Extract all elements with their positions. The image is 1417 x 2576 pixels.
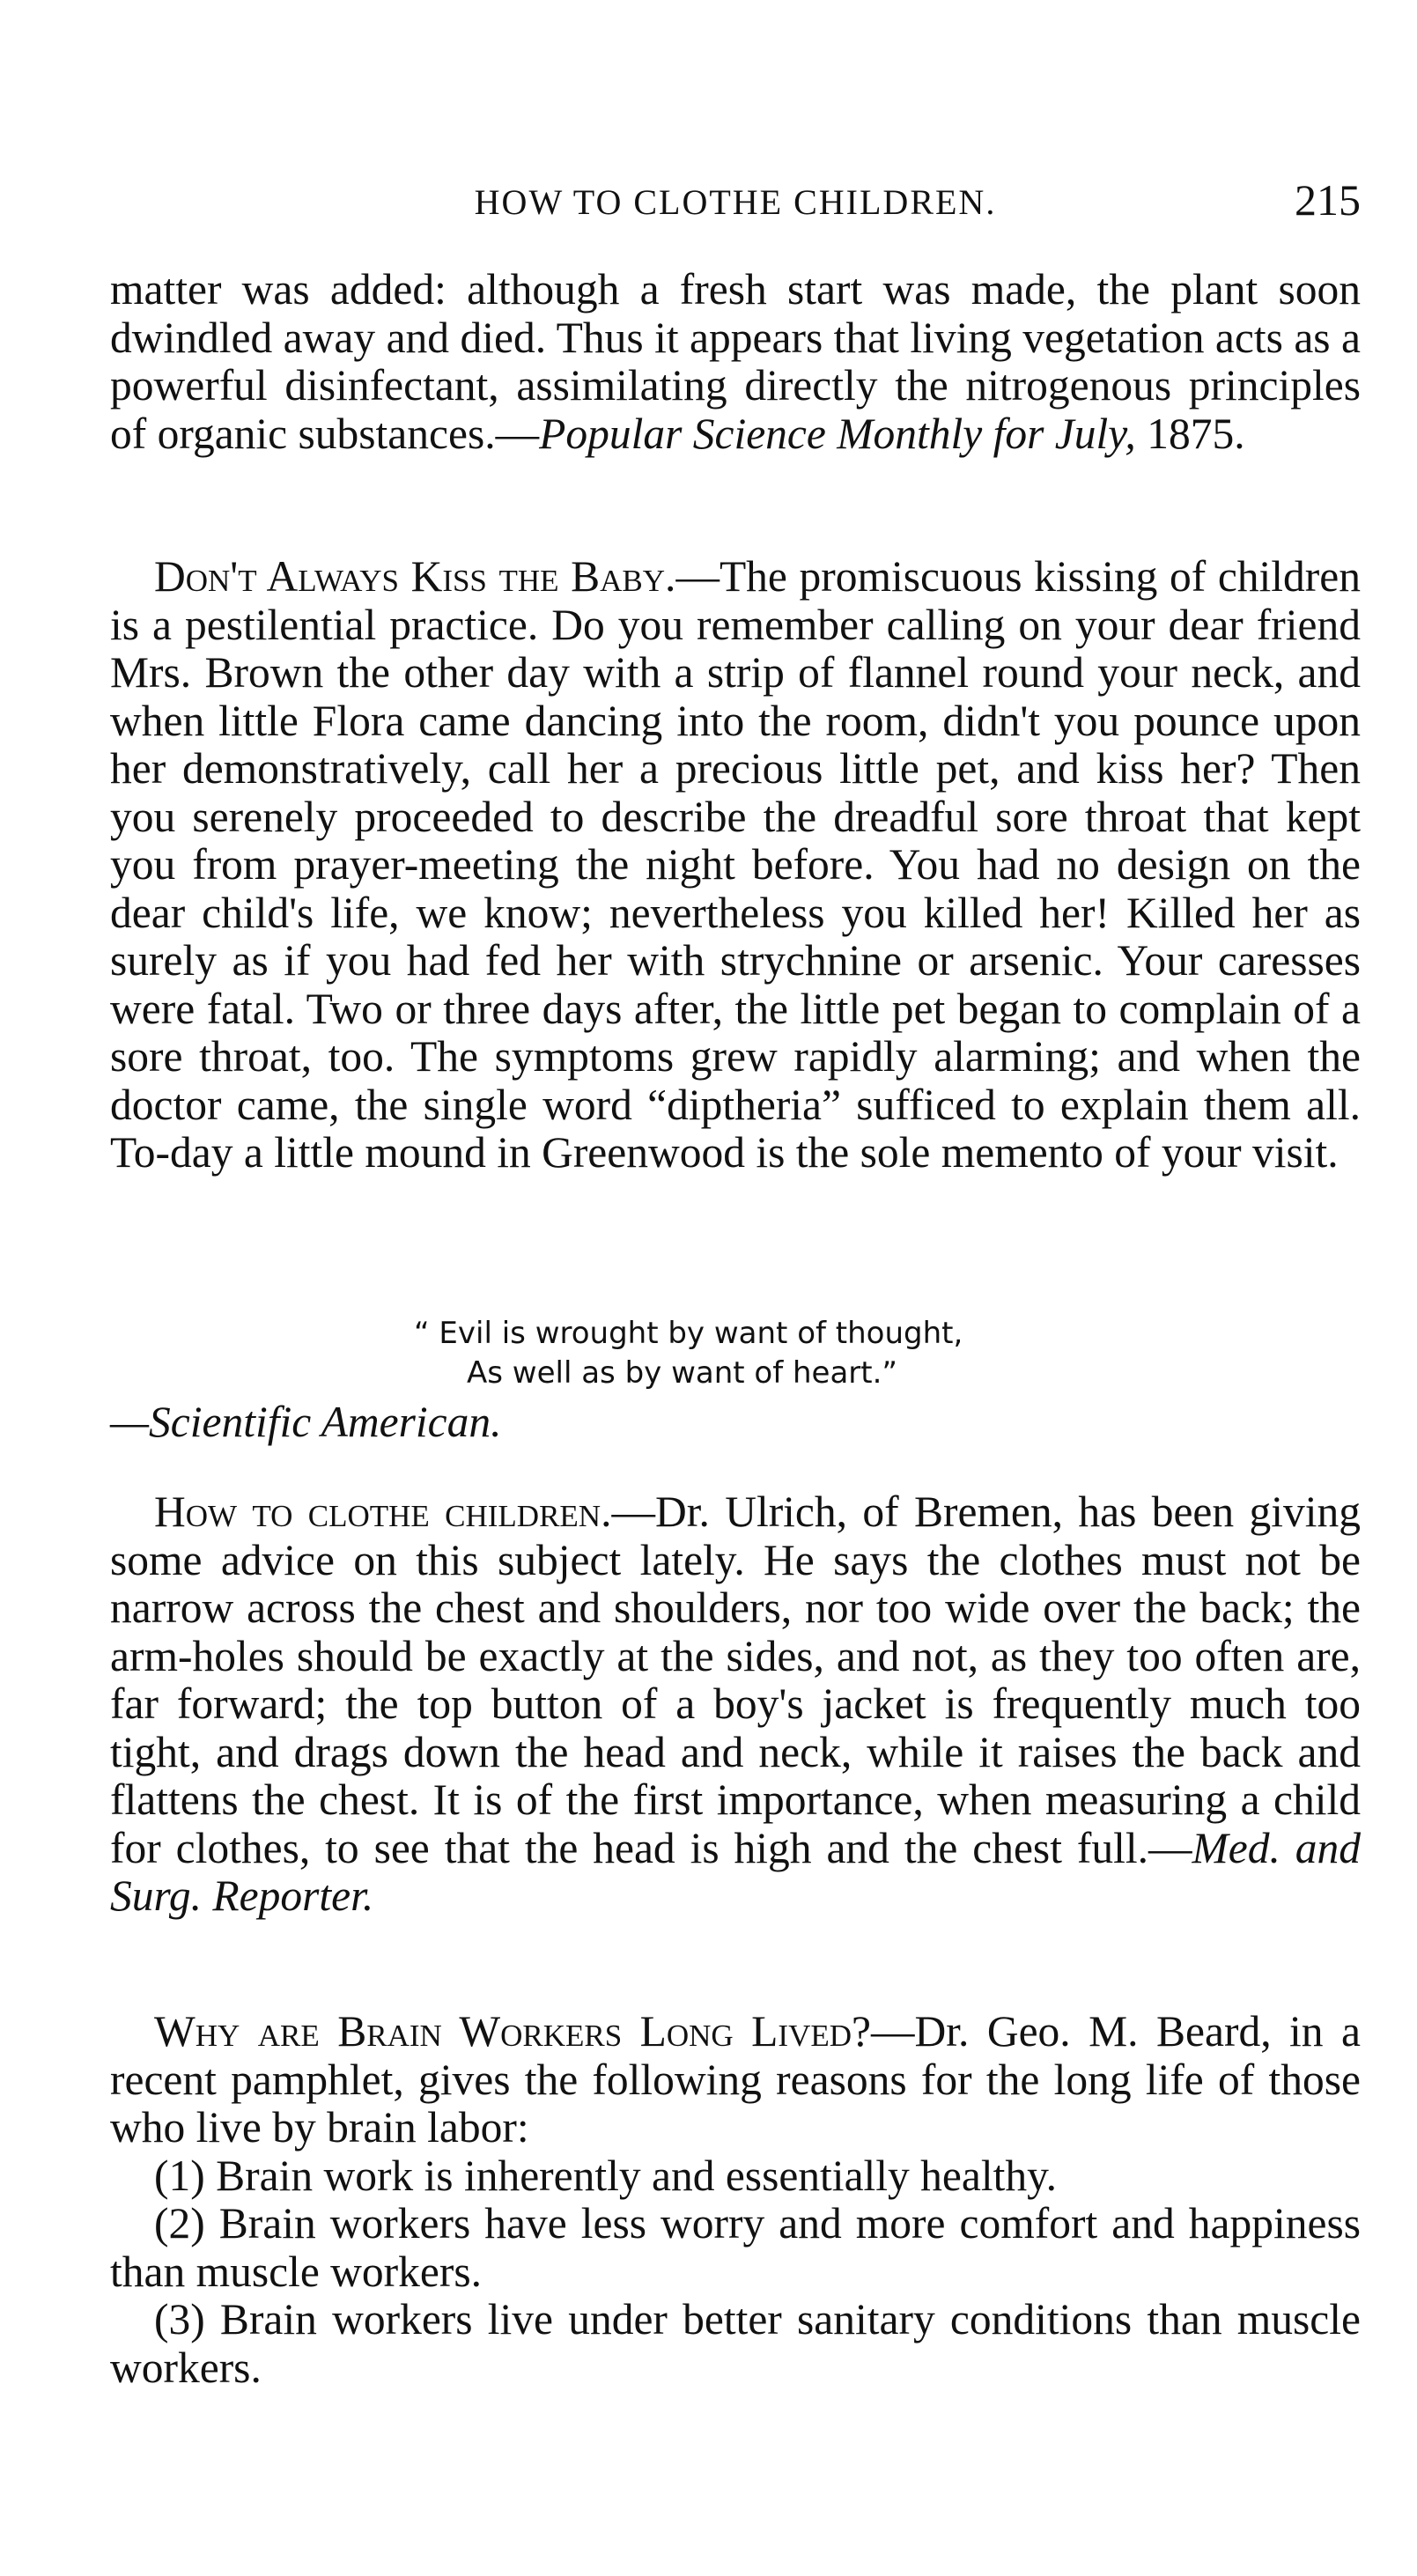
continuation-text: matter was added: although a fresh start was made, the plant soon dwindled away and died. Thus it appears that living vegetation acts as a powerful disinfectant, assimilating directly the nitrogenous principles of organic substances.— [110, 265, 1361, 458]
verse-quote [414, 1314, 1207, 1393]
kiss-body: —The promiscuous kissing of children is a pestilential practice. Do you remember calling on your dear friend Mrs. Brown the other day with a strip of flannel round your neck, and when little Flora came dancing into the room, didn't you pounce upon her demonstratively, call her a precious little pet, and kiss her? Then you serenely proceeded to describe the dreadful sore throat that kept you from prayer-meeting the night before. You had no design on the dear child's life, we know; nevertheless you killed her! Killed her as surely as if you had fed her with strychnine or arsenic. Your caresses were fatal. Two or three days after, the little pet began to complain of a sore throat, too. The symptoms grew rapidly alarming; and when the doctor came, the single word “diptheria” sufficed to explain them all. To-day a little mound in Greenwood is the sole memento of your visit. [110, 552, 1361, 1177]
brain-heading: Why are Brain Workers Long Lived? [154, 2007, 871, 2056]
kiss-paragraph [110, 553, 1361, 1177]
clothe-heading: How to clothe children. [154, 1487, 612, 1536]
kiss-heading: Don't Always Kiss the Baby. [154, 552, 676, 601]
page-number: 215 [1295, 175, 1361, 225]
list-item: (2) Brain workers have less worry and more comfort and happiness than muscle workers. [110, 2199, 1361, 2296]
continuation-source-year: 1875. [1135, 409, 1245, 458]
clothe-body: —Dr. Ulrich, of Bremen, has been giving some advice on this subject lately. He says the clothes must not be narrow across the chest and shoulders, nor too wide over the back; the arm-holes should be exactly at the sides, and not, as they too often are, far forward; the top button of a boy's jacket is frequently much too tight, and drags down the head and neck, while it raises the back and flattens the chest. It is of the first importance, when measuring a child for clothes, to see that the head is high and the chest full.— [110, 1487, 1361, 1872]
verse-line-1: “ Evil is wrought by want of thought, [414, 1316, 963, 1351]
running-title: HOW TO CLOTHE CHILDREN. [474, 182, 997, 222]
kiss-attribution [110, 1397, 502, 1447]
kiss-attribution-text: —Scientific American. [110, 1398, 502, 1446]
list-item: (3) Brain workers live under better sanitary conditions than muscle workers. [110, 2295, 1361, 2392]
clothe-paragraph [110, 1488, 1361, 1921]
continuation-paragraph [110, 266, 1361, 458]
list-item: (1) Brain work is inherently and essentially healthy. [154, 2151, 1058, 2200]
clothe-source: Med. and Surg. Reporter. [110, 1823, 1361, 1920]
continuation-source: Popular Science Monthly for July, [539, 409, 1136, 458]
brain-section [110, 2008, 1361, 2392]
running-head [110, 174, 1361, 227]
brain-body: —Dr. Geo. M. Beard, in a recent pamphlet, gives the following reasons for the long life of those who live by brain labor: [110, 2007, 1361, 2152]
verse-line-2: As well as by want of heart.” [467, 1355, 898, 1391]
